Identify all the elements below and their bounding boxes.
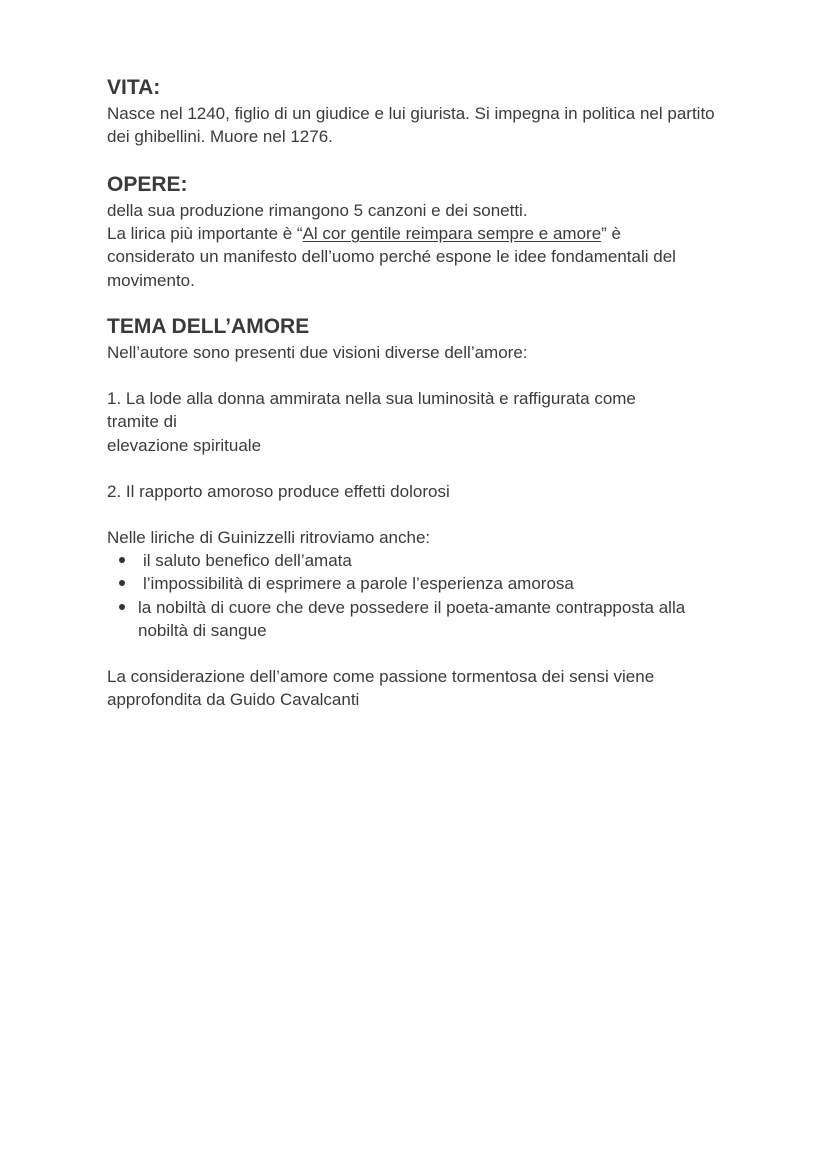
tema-text bbox=[107, 341, 707, 711]
tema-conclusion: La considerazione dell’amore come passione tormentosa dei sensi viene approfondita da Guido Cavalcanti bbox=[107, 667, 655, 710]
tema-list-intro: Nelle liriche di Guinizzelli ritroviamo anche: bbox=[107, 528, 431, 548]
heading-opere: OPERE: bbox=[107, 173, 188, 196]
heading-tema: TEMA DELL’AMORE bbox=[107, 315, 310, 338]
list-item bbox=[107, 596, 707, 642]
lirica-title-link: Al cor gentile reimpara sempre e amore bbox=[302, 224, 602, 244]
vita-paragraph: Nasce nel 1240, figlio di un giudice e lui giurista. Si impegna in politica nel partito dei ghibellini. Muore nel 1276. bbox=[107, 104, 715, 147]
tema-bullet-list bbox=[107, 549, 707, 642]
opere-line2 bbox=[107, 222, 712, 292]
opere-text bbox=[107, 199, 712, 292]
list-item-text: il saluto benefico dell’amata bbox=[143, 551, 352, 571]
list-item bbox=[107, 572, 707, 595]
list-item-text: l’impossibilità di esprimere a parole l’esperienza amorosa bbox=[143, 574, 574, 594]
opere-line2-post: ” è considerato un manifesto dell’uomo perché espone le idee fondamentali del movimento. bbox=[107, 224, 676, 290]
opere-line1: della sua produzione rimangono 5 canzoni e dei sonetti. bbox=[107, 201, 528, 220]
tema-point1b: elevazione spirituale bbox=[107, 435, 262, 455]
heading-vita: VITA: bbox=[107, 76, 161, 99]
tema-point1a: 1. La lode alla donna ammirata nella sua luminosità e raffigurata come tramite di bbox=[107, 389, 636, 432]
list-item-text: la nobiltà di cuore che deve possedere il poeta-amante contrapposta alla nobiltà di sangue bbox=[138, 597, 686, 640]
opere-line2-pre: La lirica più importante è “ bbox=[107, 224, 303, 244]
list-item bbox=[107, 549, 707, 572]
tema-point2: 2. Il rapporto amoroso produce effetti dolorosi bbox=[107, 481, 450, 501]
tema-intro: Nell’autore sono presenti due visioni diverse dell’amore: bbox=[107, 343, 528, 362]
vita-text bbox=[107, 102, 732, 148]
